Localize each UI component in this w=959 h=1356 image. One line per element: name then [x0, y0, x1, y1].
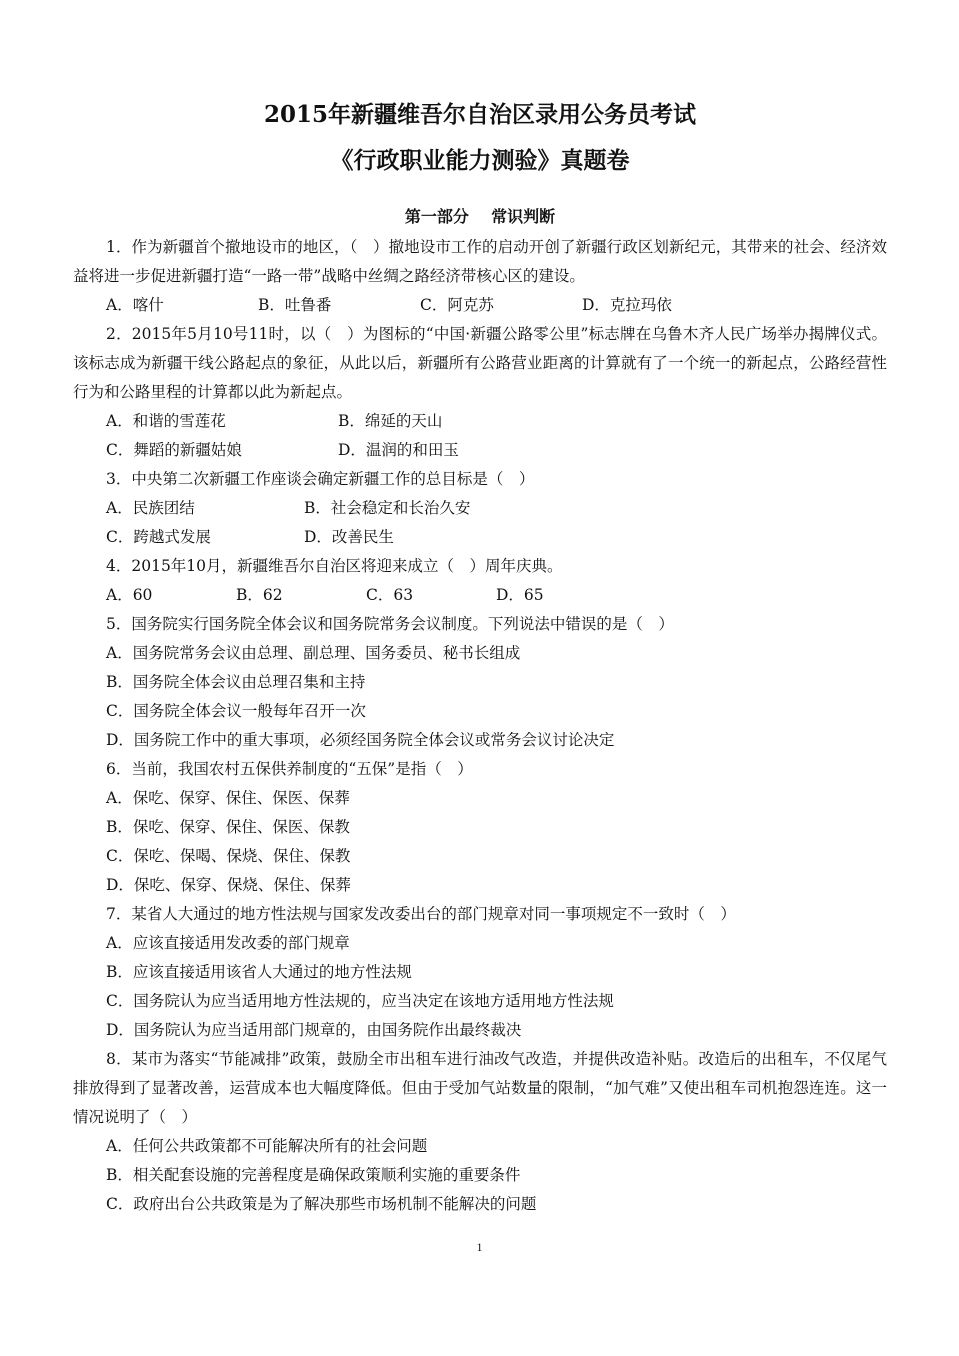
option-q6-a: A．保吃、保穿、保住、保医、保葬: [106, 789, 350, 807]
option-q3-d: D．改善民生: [304, 528, 394, 546]
question-2: 2．2015年5月10号11时，以（ ）为图标的“中国·新疆公路零公里”标志牌在乌鲁木齐人民广场举办揭牌仪式。该标志成为新疆干线公路起点的象征，从此以后，新疆所有公路营业距离的计算就有了一个统一的新起点，公路经营性行为和公路里程的计算都以此为新起点。: [73, 325, 887, 401]
option-q7-a: A．应该直接适用发改委的部门规章: [106, 934, 350, 952]
option-q1-b: B．吐鲁番: [258, 296, 332, 314]
options-q4: [73, 581, 887, 610]
page-number: 1: [476, 1240, 483, 1254]
option-q8-c: C．政府出台公共政策是为了解决那些市场机制不能解决的问题: [106, 1195, 537, 1213]
option-q2-a: A．和谐的雪莲花: [106, 412, 226, 430]
exam-title-line2: 《行政职业能力测验》真题卷: [330, 147, 630, 174]
question-6: 6．当前，我国农村五保供养制度的“五保”是指（ ）: [106, 760, 473, 778]
question-7: 7．某省人大通过的地方性法规与国家发改委出台的部门规章对同一事项规定不一致时（ ）: [106, 905, 736, 923]
options-q2-row2: [73, 436, 887, 465]
option-q2-b: B．绵延的天山: [338, 412, 443, 430]
option-q6-b: B．保吃、保穿、保住、保医、保教: [106, 818, 350, 836]
section-name: 常识判断: [491, 207, 556, 226]
option-q3-c: C．跨越式发展: [106, 528, 211, 546]
question-1: 1．作为新疆首个撤地设市的地区，（ ）撤地设市工作的启动开创了新疆行政区划新纪元，其带来的社会、经济效益将进一步促进新疆打造“一路一带”战略中丝绸之路经济带核心区的建设。: [73, 238, 887, 285]
question-3: 3．中央第二次新疆工作座谈会确定新疆工作的总目标是（ ）: [106, 470, 535, 488]
option-q6-c: C．保吃、保喝、保烧、保住、保教: [106, 847, 351, 865]
options-q3-row2: [73, 523, 887, 552]
exam-title-line1: 2015年新疆维吾尔自治区录用公务员考试: [263, 101, 696, 128]
option-q7-c: C．国务院认为应当适用地方性法规的，应当决定在该地方适用地方性法规: [106, 992, 614, 1010]
options-q2-row1: [73, 407, 887, 436]
option-q3-b: B．社会稳定和长治久安: [304, 499, 471, 517]
options-q3-row1: [73, 494, 887, 523]
options-q1: [73, 291, 887, 320]
option-q2-c: C．舞蹈的新疆姑娘: [106, 441, 242, 459]
section-part: 第一部分: [404, 207, 469, 226]
option-q6-d: D．保吃、保穿、保烧、保住、保葬: [106, 876, 351, 894]
option-q5-a: A．国务院常务会议由总理、副总理、国务委员、秘书长组成: [106, 644, 521, 662]
option-q7-d: D．国务院认为应当适用部门规章的，由国务院作出最终裁决: [106, 1021, 522, 1039]
option-q1-a: A．喀什: [106, 296, 164, 314]
option-q4-b: B．62: [236, 586, 283, 604]
option-q2-d: D．温润的和田玉: [338, 441, 459, 459]
option-q7-b: B．应该直接适用该省人大通过的地方性法规: [106, 963, 412, 981]
option-q1-c: C．阿克苏: [420, 296, 494, 314]
option-q1-d: D．克拉玛依: [582, 296, 672, 314]
option-q4-c: C．63: [366, 586, 414, 604]
option-q5-b: B．国务院全体会议由总理召集和主持: [106, 673, 366, 691]
option-q4-a: A．60: [106, 586, 153, 604]
option-q5-d: D．国务院工作中的重大事项，必须经国务院全体会议或常务会议讨论决定: [106, 731, 615, 749]
option-q4-d: D．65: [496, 586, 544, 604]
option-q5-c: C．国务院全体会议一般每年召开一次: [106, 702, 366, 720]
option-q8-a: A．任何公共政策都不可能解决所有的社会问题: [106, 1137, 428, 1155]
question-5: 5．国务院实行国务院全体会议和国务院常务会议制度。下列说法中错误的是（ ）: [106, 615, 674, 633]
option-q3-a: A．民族团结: [106, 499, 195, 517]
section-heading: [73, 204, 887, 233]
option-q8-b: B．相关配套设施的完善程度是确保政策顺利实施的重要条件: [106, 1166, 521, 1184]
question-4: 4．2015年10月，新疆维吾尔自治区将迎来成立（ ）周年庆典。: [106, 557, 563, 575]
exam-page: [73, 92, 887, 1219]
question-8: 8．某市为落实“节能减排”政策，鼓励全市出租车进行油改气改造，并提供改造补贴。改造后的出租车，不仅尾气排放得到了显著改善，运营成本也大幅度降低。但由于受加气站数量的限制，“加气难”又使出租车司机抱怨连连。这一情况说明了（ ）: [73, 1050, 887, 1126]
